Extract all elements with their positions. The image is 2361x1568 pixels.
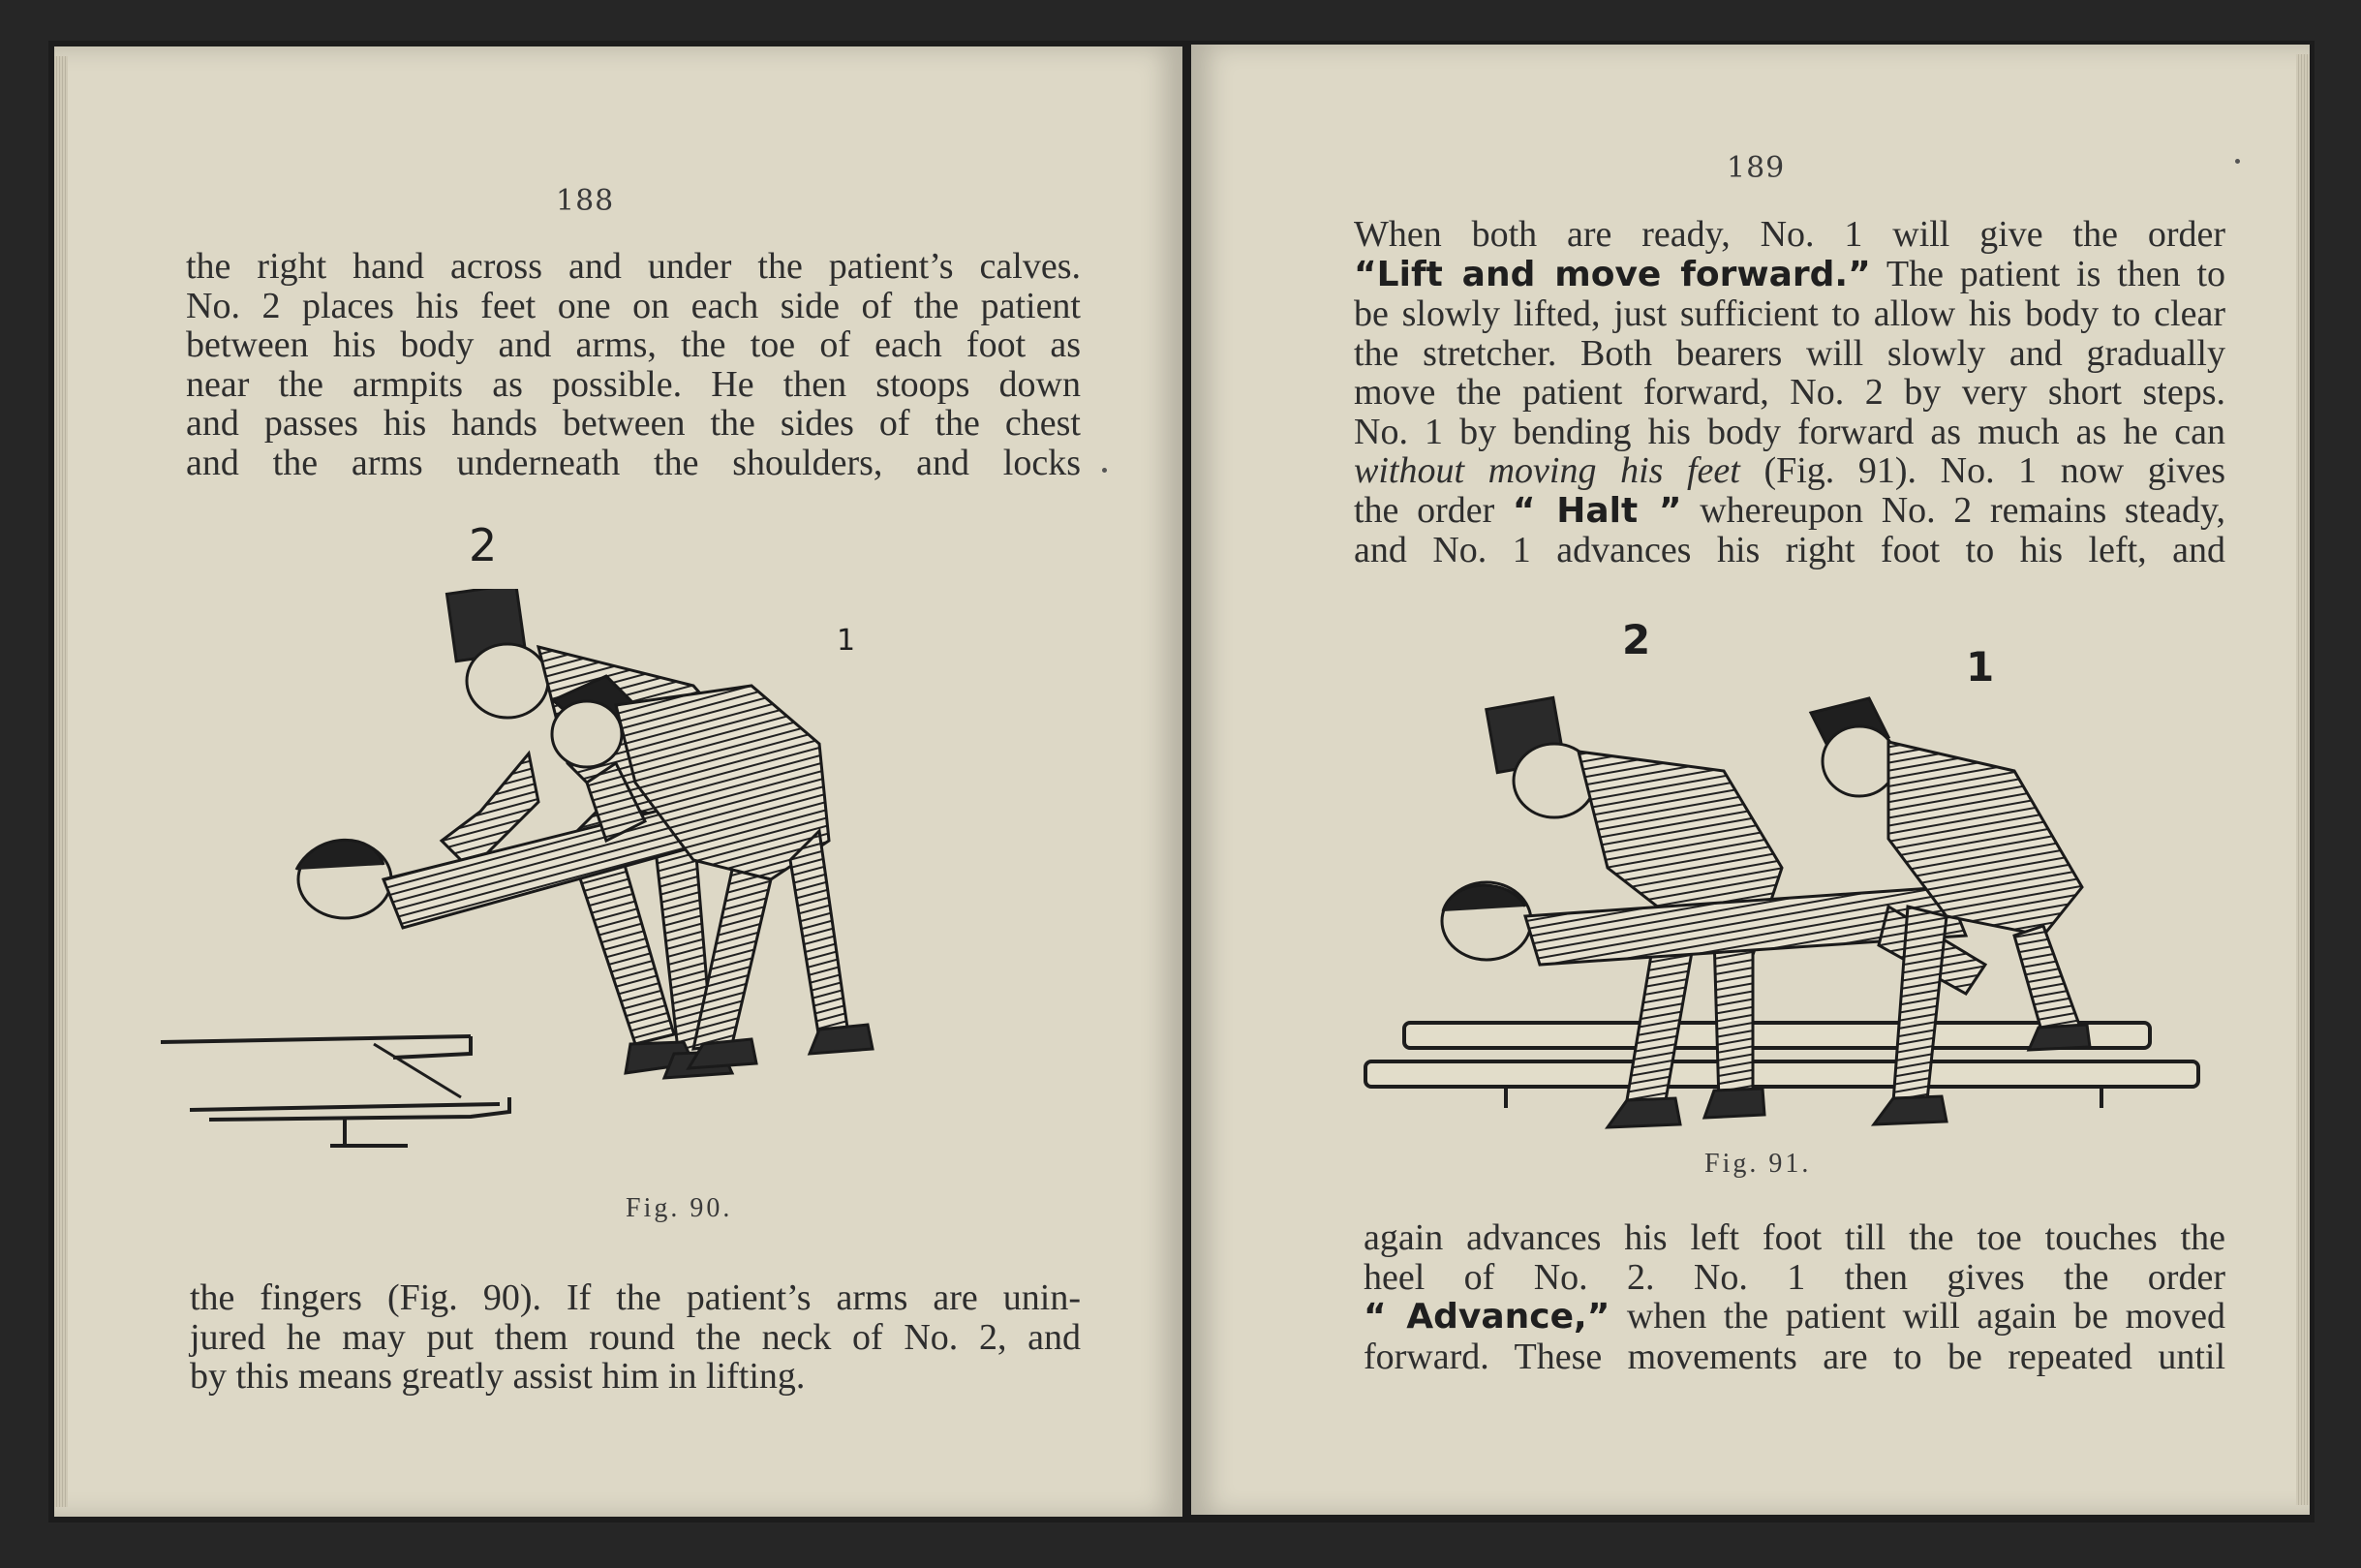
print-speck [1102, 468, 1107, 473]
figure-90-caption: Fig. 90. [626, 1193, 733, 1223]
text-line: the right hand across and under the patient’s calves. [186, 246, 1081, 287]
text-line: and No. 1 advances his right foot to his left, and [1354, 530, 2225, 570]
page-number: 188 [556, 184, 615, 218]
text-line: the order “ Halt ” whereupon No. 2 remains steady, [1354, 489, 2226, 531]
right-page [1191, 45, 2310, 1515]
figure-91-illustration [1346, 645, 2227, 1149]
body-text-bottom [1364, 1218, 2225, 1376]
figure-label-2: 2 [1622, 616, 1651, 663]
text-line: “ Advance,” when the patient will again be moved [1364, 1296, 2225, 1337]
page-number: 189 [1727, 151, 1786, 185]
text-line: and passes his hands between the sides of the chest [186, 403, 1081, 444]
text-line: move the patient forward, No. 2 by very short steps. [1354, 372, 2225, 413]
text-line: be slowly lifted, just sufficient to allow his body to clear [1354, 293, 2225, 334]
text-line: by this means greatly assist him in lifting. [190, 1356, 806, 1397]
text-line: No. 2 places his feet one on each side of the patient [186, 285, 1081, 326]
order-advance: “ Advance,” [1364, 1297, 1610, 1337]
text-line: “Lift and move forward.” The patient is then to [1354, 253, 2226, 294]
text-line: the stretcher. Both bearers will slowly and gradually [1354, 332, 2225, 374]
page-edges [54, 56, 68, 1507]
body-text-top [1354, 215, 2225, 570]
italic-phrase: without moving his feet [1354, 450, 1740, 491]
print-speck [2235, 159, 2240, 164]
left-page [54, 46, 1182, 1517]
figure-90-illustration [151, 589, 1081, 1170]
order-halt: “ Halt ” [1512, 490, 1682, 531]
figure-label-1: 1 [1966, 643, 1995, 691]
stretcher [161, 1036, 509, 1146]
text-line: and the arms underneath the shoulders, and locks [186, 442, 1081, 483]
text-line: heel of No. 2. No. 1 then gives the order [1364, 1256, 2225, 1298]
text-line: between his body and arms, the toe of each foot as [186, 324, 1081, 365]
figure-label-1: 1 [837, 624, 856, 658]
figure-label-2: 2 [469, 519, 498, 571]
text-line: When both are ready, No. 1 will give the order [1354, 214, 2225, 255]
text-line: the fingers (Fig. 90). If the patient’s arms are unin- [190, 1277, 1081, 1318]
text-line: No. 1 by bending his body forward as much as he can [1354, 411, 2225, 452]
open-book [48, 41, 2315, 1522]
text-line: near the armpits as possible. He then stoops down [186, 363, 1081, 405]
order-lift-and-move-forward: “Lift and move forward.” [1354, 254, 1871, 294]
figure-91-caption: Fig. 91. [1704, 1149, 1812, 1179]
body-text-bottom [190, 1278, 1081, 1397]
text-line: jured he may put them round the neck of No. 2, and [190, 1316, 1081, 1358]
text-line: without moving his feet (Fig. 91). No. 1 now gives [1354, 450, 2225, 491]
body-text-top [186, 247, 1081, 482]
page-edges [2296, 54, 2310, 1505]
text-line: forward. These movements are to be repeated until [1364, 1336, 2225, 1377]
text-line: again advances his left foot till the toe touches the [1364, 1217, 2225, 1258]
